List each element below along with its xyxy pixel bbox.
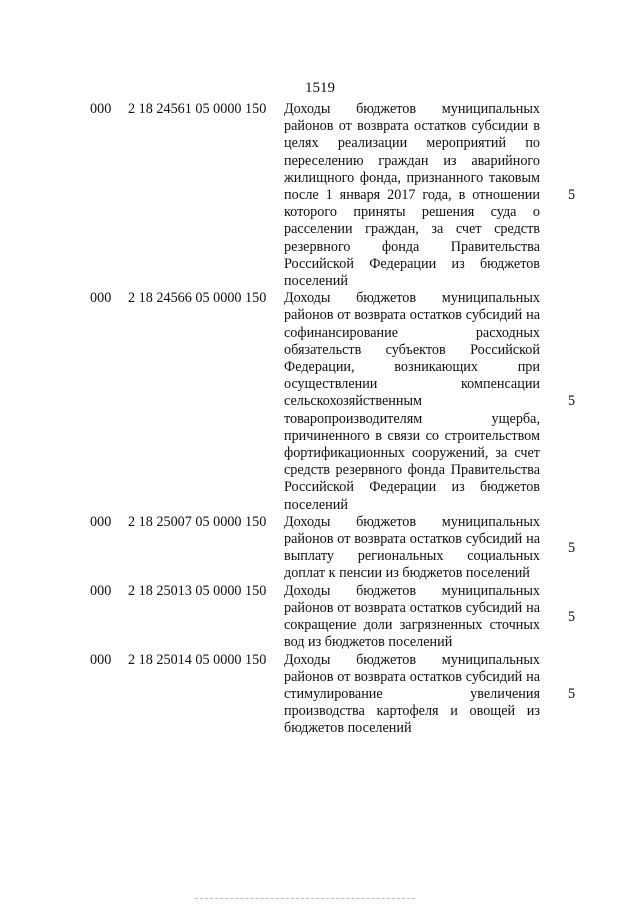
table-row xyxy=(0,101,640,290)
description-cell: Доходы бюджетов муниципальных районов от возврата остатков субсидии в целях реализации мероприятий по переселению граждан из аварийного жилищного фонда, признанного таковым после 1 января 2017 года, в отношении которого приняты решения суда о расселении граждан, за счет средств резервного фонда Правительства Российской Федерации из бюджетов поселений xyxy=(284,101,540,290)
admin-code-cell: 000 xyxy=(90,651,112,668)
description-cell: Доходы бюджетов муниципальных районов от возврата остатков субсидий на стимулирование увеличения производства картофеля и овощей из бюджетов поселений xyxy=(284,651,540,737)
admin-code-cell: 000 xyxy=(90,101,112,117)
norm-cell: 5 xyxy=(568,539,576,556)
description-cell: Доходы бюджетов муниципальных районов от возврата остатков субсидий на выплату региональных социальных доплат к пенсии из бюджетов поселений xyxy=(284,513,540,582)
description-cell: Доходы бюджетов муниципальных районов от возврата остатков субсидий на софинансирование расходных обязательств субъектов Российской Федерации, возникающих при осуществлении компенсации сельскохозяйственным товаропроизводителям ущерба, причиненного в связи со строительством фортификационных сооружений, за счет средств резервного фонда Правительства Российской Федерации из бюджетов поселений xyxy=(284,290,540,513)
income-code-cell: 2 18 25014 05 0000 150 xyxy=(128,651,267,668)
table-row xyxy=(0,514,640,583)
description-cell: Доходы бюджетов муниципальных районов от возврата остатков субсидий на сокращение доли загрязненных сточных вод из бюджетов поселений xyxy=(284,582,540,651)
norm-cell: 5 xyxy=(568,393,576,410)
admin-code-cell: 000 xyxy=(90,513,112,530)
admin-code-cell: 000 xyxy=(90,290,112,307)
income-code-cell: 2 18 25007 05 0000 150 xyxy=(128,513,267,530)
table-row xyxy=(0,652,640,738)
income-code-cell: 2 18 24566 05 0000 150 xyxy=(128,290,267,307)
norm-cell: 5 xyxy=(568,685,576,702)
scan-edge-divider xyxy=(195,898,415,900)
income-table xyxy=(0,101,640,738)
table-row xyxy=(0,290,640,514)
page-number: 1519 xyxy=(305,80,335,96)
norm-cell: 5 xyxy=(568,608,576,625)
income-code-cell: 2 18 24561 05 0000 150 xyxy=(128,101,267,117)
admin-code-cell: 000 xyxy=(90,582,112,599)
income-code-cell: 2 18 25013 05 0000 150 xyxy=(128,582,267,599)
table-row xyxy=(0,583,640,652)
norm-cell: 5 xyxy=(568,187,576,203)
